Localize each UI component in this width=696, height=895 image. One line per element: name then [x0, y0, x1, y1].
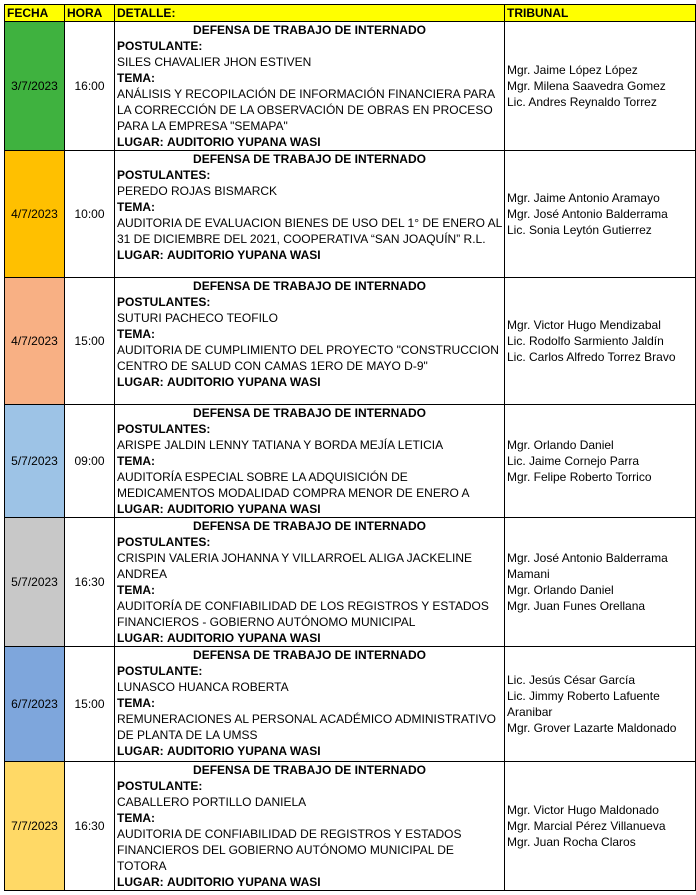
- postulante-label: POSTULANTES:: [117, 535, 211, 549]
- tema-label: TEMA:: [117, 811, 155, 825]
- tribunal-member: Lic. Jaime Cornejo Parra: [507, 454, 640, 468]
- postulante-label: POSTULANTE:: [117, 39, 203, 53]
- hora-cell: 16:00: [65, 22, 115, 151]
- postulante-label: POSTULANTES:: [117, 295, 211, 309]
- tribunal-cell: [505, 762, 696, 891]
- tribunal-member: Mgr. José Antonio Balderrama Mamani: [507, 551, 668, 581]
- tribunal-member: Lic. Carlos Alfredo Torrez Bravo: [507, 350, 676, 364]
- lugar-line: [117, 501, 502, 517]
- lugar-label: LUGAR:: [117, 502, 164, 516]
- postulante-label: POSTULANTES:: [117, 168, 211, 182]
- lugar-label: LUGAR:: [117, 875, 164, 889]
- tribunal-member: Mgr. Milena Saavedra Gomez: [507, 79, 666, 93]
- defense-title: DEFENSA DE TRABAJO DE INTERNADO: [193, 279, 426, 293]
- table-row: [5, 278, 696, 405]
- tribunal-member: Mgr. Juan Rocha Claros: [507, 835, 636, 849]
- tribunal-cell: [505, 518, 696, 647]
- detalle-cell: [115, 151, 505, 278]
- lugar-value: AUDITORIO YUPANA WASI: [167, 248, 321, 262]
- tribunal-member: Lic. Jesús César García: [507, 673, 636, 687]
- fecha-cell: 6/7/2023: [5, 647, 65, 762]
- fecha-cell: 3/7/2023: [5, 22, 65, 151]
- tema-text: AUDITORÍA DE CONFIABILIDAD DE LOS REGISTROS Y ESTADOS FINANCIEROS - GOBIERNO AUTÓNOMO MUNICIPAL: [117, 599, 489, 629]
- tema-label: TEMA:: [117, 71, 155, 85]
- tribunal-member: Mgr. Jaime Antonio Aramayo: [507, 191, 660, 205]
- tribunal-member: Mgr. Orlando Daniel: [507, 583, 614, 597]
- postulante-name: ARISPE JALDIN LENNY TATIANA Y BORDA MEJÍA LETICIA: [117, 438, 444, 452]
- lugar-line: [117, 743, 502, 759]
- tema-label: TEMA:: [117, 327, 155, 341]
- table-row: [5, 762, 696, 891]
- postulante-name: CABALLERO PORTILLO DANIELA: [117, 795, 307, 809]
- defense-title: DEFENSA DE TRABAJO DE INTERNADO: [193, 648, 426, 662]
- tema-text: AUDITORÍA ESPECIAL SOBRE LA ADQUISICIÓN DE MEDICAMENTOS MODALIDAD COMPRA MENOR DE ENERO A: [117, 470, 470, 500]
- tribunal-member: Mgr. José Antonio Balderrama: [507, 207, 668, 221]
- lugar-value: AUDITORIO YUPANA WASI: [167, 135, 321, 149]
- postulante-name: SUTURI PACHECO TEOFILO: [117, 311, 278, 325]
- fecha-cell: 5/7/2023: [5, 518, 65, 647]
- lugar-label: LUGAR:: [117, 631, 164, 645]
- postulante-name: CRISPIN VALERIA JOHANNA Y VILLARROEL ALIGA JACKELINE ANDREA: [117, 551, 473, 581]
- tribunal-cell: [505, 151, 696, 278]
- lugar-value: AUDITORIO YUPANA WASI: [167, 631, 321, 645]
- hora-cell: 09:00: [65, 405, 115, 518]
- tribunal-cell: [505, 278, 696, 405]
- defense-title: DEFENSA DE TRABAJO DE INTERNADO: [193, 152, 426, 166]
- tribunal-member: Mgr. Victor Hugo Maldonado: [507, 803, 659, 817]
- lugar-line: [117, 374, 502, 390]
- tribunal-member: Mgr. Grover Lazarte Maldonado: [507, 721, 677, 735]
- postulante-name: SILES CHAVALIER JHON ESTIVEN: [117, 55, 312, 69]
- lugar-label: LUGAR:: [117, 248, 164, 262]
- postulante-label: POSTULANTE:: [117, 664, 203, 678]
- detalle-cell: [115, 762, 505, 891]
- lugar-label: LUGAR:: [117, 135, 164, 149]
- detalle-cell: [115, 405, 505, 518]
- tema-text: REMUNERACIONES AL PERSONAL ACADÉMICO ADMINISTRATIVO DE PLANTA DE LA UMSS: [117, 712, 496, 742]
- tribunal-member: Mgr. Jaime López López: [507, 63, 638, 77]
- table-row: [5, 151, 696, 278]
- tema-label: TEMA:: [117, 583, 155, 597]
- lugar-value: AUDITORIO YUPANA WASI: [167, 875, 321, 889]
- postulante-name: LUNASCO HUANCA ROBERTA: [117, 680, 289, 694]
- defense-title: DEFENSA DE TRABAJO DE INTERNADO: [193, 519, 426, 533]
- hora-cell: 15:00: [65, 647, 115, 762]
- lugar-line: [117, 630, 502, 646]
- schedule-table: [4, 4, 696, 891]
- detalle-cell: [115, 22, 505, 151]
- tema-label: TEMA:: [117, 200, 155, 214]
- header-hora: HORA: [65, 5, 115, 22]
- tema-text: AUDITORIA DE CONFIABILIDAD DE REGISTROS Y ESTADOS FINANCIEROS DEL GOBIERNO AUTÓNOMO MUNICIPAL DE TOTORA: [117, 827, 462, 873]
- hora-cell: 10:00: [65, 151, 115, 278]
- lugar-value: AUDITORIO YUPANA WASI: [167, 375, 321, 389]
- tribunal-cell: [505, 647, 696, 762]
- lugar-line: [117, 874, 502, 890]
- table-row: [5, 647, 696, 762]
- detalle-cell: [115, 518, 505, 647]
- tema-text: AUDITORIA DE CUMPLIMIENTO DEL PROYECTO "CONSTRUCCION CENTRO DE SALUD CON CAMAS 1ERO DE MAYO D-9": [117, 343, 499, 373]
- tribunal-member: Lic. Jimmy Roberto Lafuente Aranibar: [507, 689, 660, 719]
- table-row: [5, 518, 696, 647]
- tribunal-member: Lic. Sonia Leytón Gutierrez: [507, 223, 652, 237]
- lugar-line: [117, 134, 502, 150]
- fecha-cell: 4/7/2023: [5, 278, 65, 405]
- header-fecha: FECHA: [5, 5, 65, 22]
- tema-text: AUDITORIA DE EVALUACION BIENES DE USO DEL 1° DE ENERO AL 31 DE DICIEMBRE DEL 2021, COOPERATIVA “SAN JOAQUÍN” R.L.: [117, 216, 502, 246]
- postulante-label: POSTULANTES:: [117, 422, 211, 436]
- detalle-cell: [115, 647, 505, 762]
- tema-label: TEMA:: [117, 696, 155, 710]
- tribunal-member: Lic. Andres Reynaldo Torrez: [507, 95, 657, 109]
- table-row: [5, 405, 696, 518]
- defense-title: DEFENSA DE TRABAJO DE INTERNADO: [193, 406, 426, 420]
- tribunal-member: Mgr. Marcial Pérez Villanueva: [507, 819, 666, 833]
- tema-label: TEMA:: [117, 454, 155, 468]
- table-row: [5, 22, 696, 151]
- lugar-label: LUGAR:: [117, 375, 164, 389]
- lugar-value: AUDITORIO YUPANA WASI: [167, 744, 321, 758]
- lugar-value: AUDITORIO YUPANA WASI: [167, 502, 321, 516]
- hora-cell: 15:00: [65, 278, 115, 405]
- tema-text: ANÁLISIS Y RECOPILACIÓN DE INFORMACIÓN FINANCIERA PARA LA CORRECCIÓN DE LA OBSERVACIÓN DE OBRAS EN PROCESO PARA LA EMPRESA "SEMAPA": [117, 87, 495, 133]
- header-row: [5, 5, 696, 22]
- fecha-cell: 4/7/2023: [5, 151, 65, 278]
- tribunal-cell: [505, 22, 696, 151]
- fecha-cell: 7/7/2023: [5, 762, 65, 891]
- tribunal-member: Lic. Rodolfo Sarmiento Jaldín: [507, 334, 664, 348]
- tribunal-member: Mgr. Felipe Roberto Torrico: [507, 470, 652, 484]
- tribunal-cell: [505, 405, 696, 518]
- postulante-name: PEREDO ROJAS BISMARCK: [117, 184, 278, 198]
- fecha-cell: 5/7/2023: [5, 405, 65, 518]
- hora-cell: 16:30: [65, 518, 115, 647]
- hora-cell: 16:30: [65, 762, 115, 891]
- header-detalle: DETALLE:: [115, 5, 505, 22]
- tribunal-member: Mgr. Juan Funes Orellana: [507, 599, 646, 613]
- defense-title: DEFENSA DE TRABAJO DE INTERNADO: [193, 23, 426, 37]
- tribunal-member: Mgr. Orlando Daniel: [507, 438, 614, 452]
- postulante-label: POSTULANTE:: [117, 779, 203, 793]
- lugar-label: LUGAR:: [117, 744, 164, 758]
- defense-title: DEFENSA DE TRABAJO DE INTERNADO: [193, 763, 426, 777]
- lugar-line: [117, 247, 502, 263]
- header-tribunal: TRIBUNAL: [505, 5, 696, 22]
- tribunal-member: Mgr. Victor Hugo Mendizabal: [507, 318, 661, 332]
- detalle-cell: [115, 278, 505, 405]
